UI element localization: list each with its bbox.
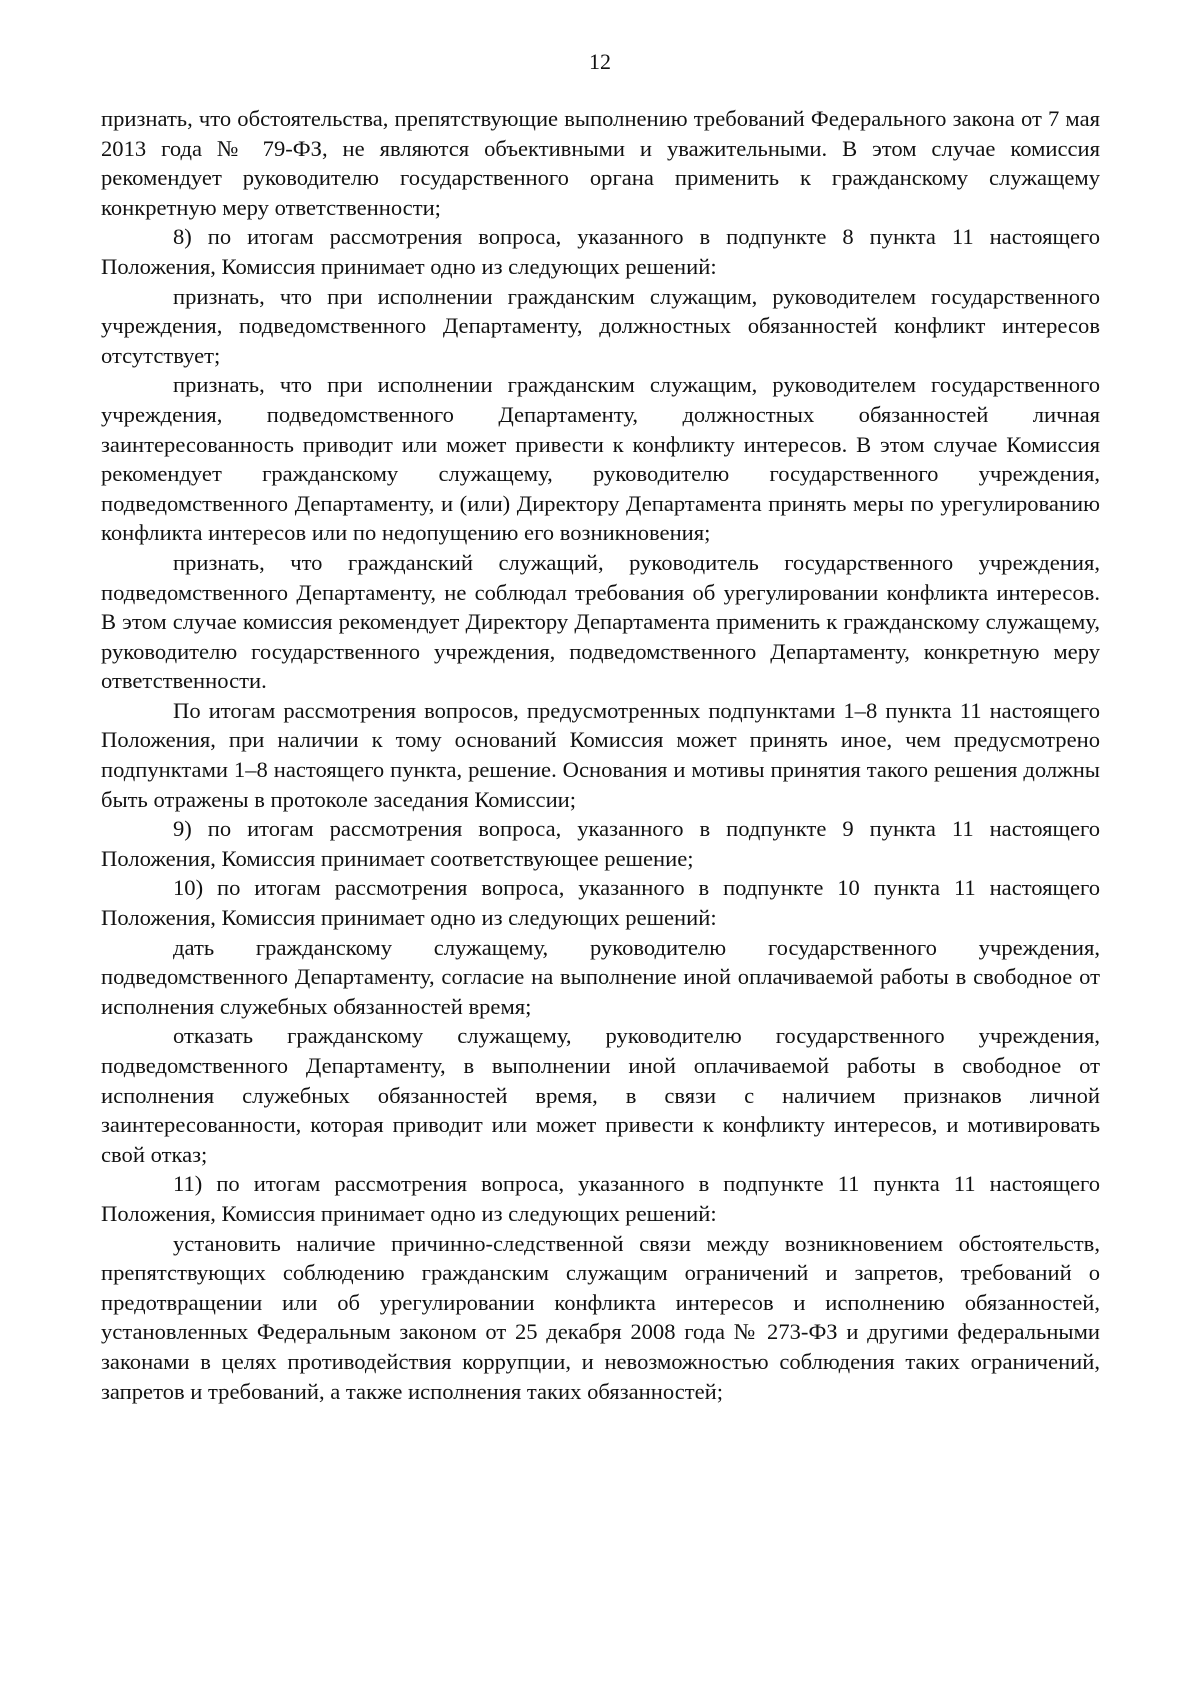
paragraph-2: 8) по итогам рассмотрения вопроса, указанного в подпункте 8 пункта 11 настоящего Положения, Комиссия принимает одно из следующих решений: [101,224,1100,279]
paragraph-10: отказать гражданскому служащему, руководителю государственного учреждения, подведомственного Департаменту, в выполнении иной оплачиваемой работы в свободное от исполнения служебных обязанностей время, в связи с наличием признаков личной заинтересованности, которая приводит или может привести к конфликту интересов, и мотивировать свой отказ; [101,1023,1100,1167]
paragraph-4: признать, что при исполнении гражданским служащим, руководителем государственного учреждения, подведомственного Департаменту, должностных обязанностей личная заинтересованность приводит или может привести к конфликту интересов. В этом случае Комиссия рекомендует гражданскому служащему, руководителю государственного учреждения, подведомственного Департаменту, и (или) Директору Департамента принять меры по урегулированию конфликта интересов или по недопущению его возникновения; [101,372,1100,546]
page-number: 12 [589,49,611,74]
paragraph-11: 11) по итогам рассмотрения вопроса, указанного в подпункте 11 пункта 11 настоящего Положения, Комиссия принимает одно из следующих решений: [101,1171,1100,1226]
paragraph-1: признать, что обстоятельства, препятствующие выполнению требований Федерального закона от 7 мая 2013 года № 79-ФЗ, не являются объективными и уважительными. В этом случае комиссия рекомендует руководителю государственного органа применить к гражданскому служащему конкретную меру ответственности; [101,106,1100,220]
paragraph-12: установить наличие причинно-следственной связи между возникновением обстоятельств, препятствующих соблюдению гражданским служащим ограничений и запретов, требований о предотвращении или об урегулировании конфликта интересов и исполнению обязанностей, установленных Федеральным законом от 25 декабря 2008 года № 273-ФЗ и другими федеральными законами в целях противодействия коррупции, и невозможностью соблюдения таких ограничений, запретов и требований, а также исполнения таких обязанностей; [101,1230,1100,1404]
paragraph-7: 9) по итогам рассмотрения вопроса, указанного в подпункте 9 пункта 11 настоящего Положения, Комиссия принимает соответствующее решение; [101,816,1100,871]
document-body [101,104,1100,1406]
paragraph-9: дать гражданскому служащему, руководителю государственного учреждения, подведомственного Департаменту, согласие на выполнение иной оплачиваемой работы в свободное от исполнения служебных обязанностей время; [101,934,1100,1019]
paragraph-8: 10) по итогам рассмотрения вопроса, указанного в подпункте 10 пункта 11 настоящего Положения, Комиссия принимает одно из следующих решений: [101,875,1100,931]
paragraph-5: признать, что гражданский служащий, руководитель государственного учреждения, подведомственного Департаменту, не соблюдал требования об урегулировании конфликта интересов. В этом случае комиссия рекомендует Директору Департамента применить к гражданскому служащему, руководителю государственного учреждения, подведомственного Департаменту, конкретную меру ответственности. [101,549,1100,694]
paragraph-3: признать, что при исполнении гражданским служащим, руководителем государственного учреждения, подведомственного Департаменту, должностных обязанностей конфликт интересов отсутствует; [101,283,1100,368]
paragraph-6: По итогам рассмотрения вопросов, предусмотренных подпунктами 1–8 пункта 11 настоящего Положения, при наличии к тому оснований Комиссия может принять иное, чем предусмотрено подпунктами 1–8 настоящего пункта, решение. Основания и мотивы принятия такого решения должны быть отражены в протоколе заседания Комиссии; [101,697,1100,812]
